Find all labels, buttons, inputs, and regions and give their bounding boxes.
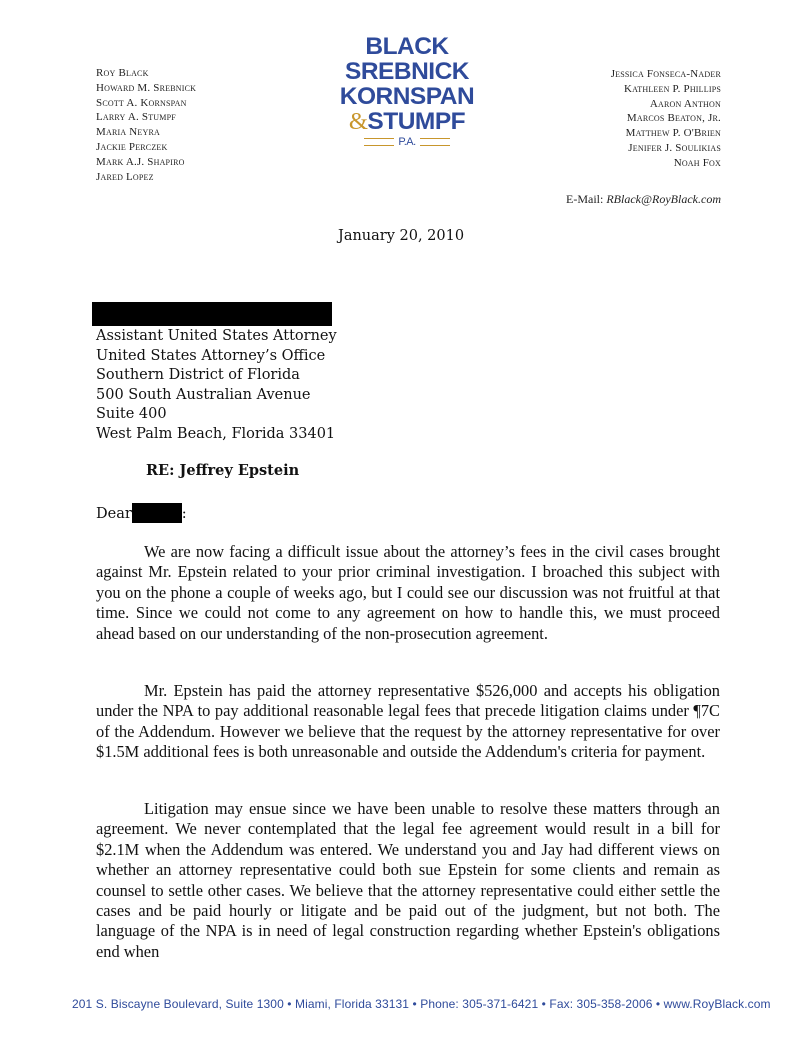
attorney-name: Matthew P. O'Brien [625, 127, 721, 140]
attorney-name: Jackie Perczek [96, 140, 168, 153]
redacted-salutation-name [132, 503, 182, 523]
attorney-name: Jenifer J. Soulikias [628, 141, 721, 154]
attorney-name: Noah Fox [673, 156, 721, 169]
logo-left-rule [364, 138, 394, 146]
letterhead-footer: 201 S. Biscayne Boulevard, Suite 1300 • Miami, Florida 33131 • Phone: 305-371-6421 • Fax: 305-358-2006 • www.RoyBlack.com [72, 997, 771, 1011]
redacted-recipient-name [92, 302, 332, 326]
logo-line-kornspan: KORNSPAN [339, 83, 475, 110]
subject-line: RE: Jeffrey Epstein [146, 462, 300, 479]
letter-date: January 20, 2010 [338, 228, 465, 244]
address-line: West Palm Beach, Florida 33401 [96, 425, 336, 442]
attorney-name: Jared Lopez [96, 170, 154, 183]
body-paragraph-1: We are now facing a difficult issue about the attorney’s fees in the civil cases brought against Mr. Epstein related to your prior criminal investigation. I broached this subject with you on the phone a couple of weeks ago, but I could see our discussion was not fruitful at that time. Since we could not come to any agreement on how to handle this, we must proceed ahead based on our understanding of the non-prosecution agreement. [96, 542, 720, 643]
logo-pa: P.A. [398, 136, 416, 148]
recipient-address [96, 327, 337, 445]
attorney-name: Kathleen P. Phillips [624, 82, 721, 95]
attorney-name: Scott A. Kornspan [96, 96, 187, 109]
address-line: Assistant United States Attorney [96, 328, 337, 344]
firm-logo [337, 34, 477, 149]
left-attorney-list [96, 66, 196, 184]
body-paragraph-3: Litigation may ensue since we have been unable to resolve these matters through an agreement. We never contemplated that the legal fee agreement would result in a bill for $2.1M when the Addendum was entered. We understand you and Jay had different views on whether an attorney representative could both sue Epstein for some clients and remain as counsel to settle other cases. We believe that the attorney representative could either settle the cases and be paid hourly or litigate and be paid out of the judgment, but not both. The language of the NPA is in need of legal construction regarding whether Epstein's obligations end when [96, 799, 720, 961]
email-line [566, 192, 721, 207]
logo-ampersand: & [348, 108, 368, 135]
attorney-name: Aaron Anthon [649, 97, 721, 110]
salutation [96, 503, 187, 523]
salutation-colon: : [181, 506, 187, 522]
right-attorney-list [611, 67, 721, 171]
logo-pa-row [337, 135, 477, 149]
email-address: RBlack@RoyBlack.com [606, 192, 721, 206]
salutation-text: Dear [96, 506, 132, 522]
email-label: E-Mail: [566, 192, 604, 206]
address-line: Suite 400 [96, 406, 167, 423]
attorney-name: Howard M. Srebnick [96, 81, 197, 94]
attorney-name: Larry A. Stumpf [96, 111, 176, 124]
attorney-name: Mark A.J. Shapiro [96, 155, 185, 168]
address-line: United States Attorney’s Office [96, 347, 326, 364]
logo-line-stumpf [337, 109, 477, 134]
attorney-name: Jessica Fonseca-Nader [610, 68, 721, 80]
logo-stumpf-text: STUMPF [367, 108, 466, 135]
attorney-name: Maria Neyra [96, 126, 161, 139]
logo-line-black: BLACK [365, 33, 449, 60]
body-paragraph-2: Mr. Epstein has paid the attorney representative $526,000 and accepts his obligation under the NPA to pay additional reasonable legal fees that precede litigation claims under ¶7C of the Addendum. However we believe that the request by the attorney representative for over $1.5M additional fees is both unreasonable and outside the Addendum's criteria for payment. [96, 681, 720, 762]
attorney-name: Marcos Beaton, Jr. [626, 112, 721, 125]
address-line: Southern District of Florida [96, 367, 300, 384]
logo-line-srebnick: SREBNICK [345, 58, 469, 85]
attorney-name: Roy Black [96, 67, 149, 79]
address-line: 500 South Australian Avenue [96, 386, 311, 403]
logo-right-rule [420, 138, 450, 146]
